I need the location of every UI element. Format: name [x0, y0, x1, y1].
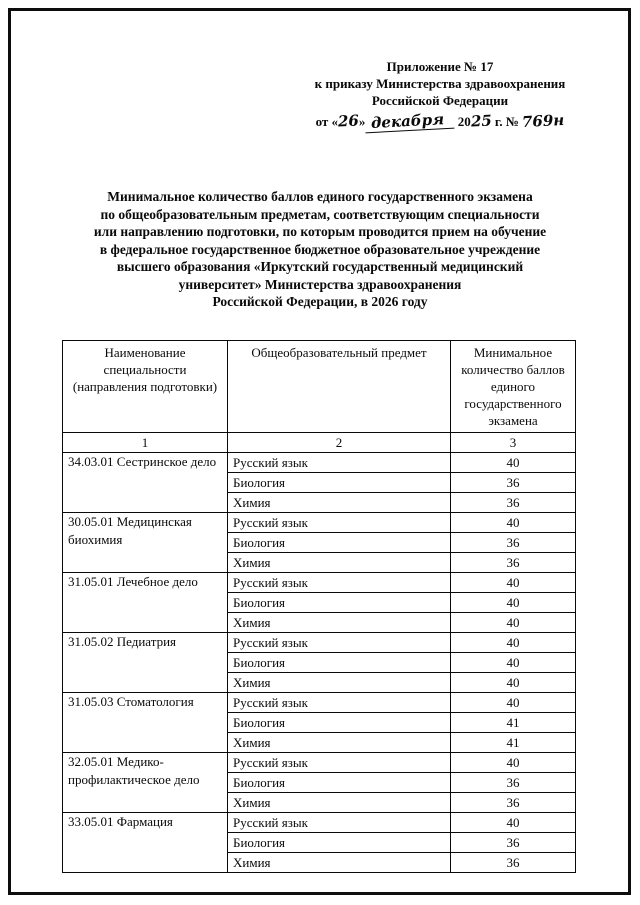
- subject-cell: Биология: [228, 773, 451, 793]
- column-numbers-row: [63, 433, 576, 453]
- subject-cell: Русский язык: [228, 813, 451, 833]
- title-line: по общеобразовательным предметам, соответствующим специальности: [100, 206, 540, 222]
- score-cell: 41: [451, 713, 576, 733]
- score-cell: 40: [451, 693, 576, 713]
- handwritten-month: декабря: [365, 111, 455, 134]
- subject-cell: Русский язык: [228, 753, 451, 773]
- appendix-federation-line: Российской Федерации: [371, 93, 509, 108]
- score-cell: 40: [451, 813, 576, 833]
- subject-cell: Химия: [228, 553, 451, 573]
- score-cell: 40: [451, 593, 576, 613]
- column-number: 3: [451, 433, 576, 453]
- table-row: [63, 513, 576, 533]
- column-number: 1: [63, 433, 228, 453]
- score-cell: 40: [451, 513, 576, 533]
- handwritten-order-number: 769н: [521, 110, 565, 132]
- score-cell: 36: [451, 793, 576, 813]
- specialty-cell: 33.05.01 Фармация: [63, 813, 228, 873]
- score-cell: 40: [451, 633, 576, 653]
- title-line: или направлению подготовки, по которым проводится прием на обучение: [93, 224, 547, 239]
- score-cell: 36: [451, 493, 576, 513]
- specialty-cell: 31.05.02 Педиатрия: [63, 633, 228, 693]
- score-cell: 40: [451, 753, 576, 773]
- table-row: [63, 633, 576, 653]
- header-specialty: Наименование специальности (направления подготовки): [63, 341, 228, 433]
- subject-cell: Химия: [228, 493, 451, 513]
- title-line: в федеральное государственное бюджетное образовательное учреждение: [99, 241, 541, 257]
- appendix-order-line: к приказу Министерства здравоохранения: [314, 76, 566, 91]
- score-cell: 36: [451, 533, 576, 553]
- specialty-cell: 34.03.01 Сестринское дело: [63, 453, 228, 513]
- score-cell: 40: [451, 453, 576, 473]
- appendix-number-line: Приложение № 17: [386, 59, 494, 74]
- title-line: Российской Федерации, в 2026 году: [212, 294, 428, 309]
- date-quote: »: [358, 114, 366, 129]
- table-header-row: [63, 341, 576, 433]
- subject-cell: Биология: [228, 473, 451, 493]
- title-line: университет» Министерства здравоохранения: [178, 276, 462, 292]
- table-row: [63, 813, 576, 833]
- subject-cell: Химия: [228, 673, 451, 693]
- subject-cell: Русский язык: [228, 453, 451, 473]
- title-line: Минимальное количество баллов единого государственного экзамена: [107, 189, 533, 204]
- table-row: [63, 753, 576, 773]
- subject-cell: Русский язык: [228, 513, 451, 533]
- subject-cell: Биология: [228, 833, 451, 853]
- table-row: [63, 573, 576, 593]
- score-cell: 40: [451, 673, 576, 693]
- handwritten-day: 26: [337, 111, 360, 131]
- date-prefix: от «: [315, 114, 339, 129]
- document-title: [36, 188, 604, 311]
- subject-cell: Химия: [228, 853, 451, 873]
- score-cell: 41: [451, 733, 576, 753]
- score-cell: 40: [451, 653, 576, 673]
- specialty-cell: 30.05.01 Медицинская биохимия: [63, 513, 228, 573]
- title-line: высшего образования «Иркутский государственный медицинский: [116, 259, 524, 274]
- scores-table: [62, 340, 576, 873]
- specialty-cell: 31.05.03 Стоматология: [63, 693, 228, 753]
- score-cell: 36: [451, 473, 576, 493]
- column-number: 2: [228, 433, 451, 453]
- subject-cell: Химия: [228, 793, 451, 813]
- subject-cell: Русский язык: [228, 633, 451, 653]
- subject-cell: Русский язык: [228, 573, 451, 593]
- subject-cell: Русский язык: [228, 693, 451, 713]
- subject-cell: Биология: [228, 653, 451, 673]
- subject-cell: Биология: [228, 713, 451, 733]
- order-date-line: [285, 110, 595, 133]
- score-cell: 36: [451, 773, 576, 793]
- handwritten-year: 25: [470, 111, 493, 131]
- score-cell: 36: [451, 553, 576, 573]
- specialty-cell: 31.05.01 Лечебное дело: [63, 573, 228, 633]
- table-row: [63, 693, 576, 713]
- table-row: [63, 453, 576, 473]
- score-cell: 36: [451, 853, 576, 873]
- subject-cell: Химия: [228, 733, 451, 753]
- subject-cell: Химия: [228, 613, 451, 633]
- appendix-block: [285, 58, 595, 131]
- date-year-suffix: г. №: [494, 114, 519, 129]
- scores-table-body: [63, 453, 576, 873]
- score-cell: 40: [451, 613, 576, 633]
- score-cell: 36: [451, 833, 576, 853]
- subject-cell: Биология: [228, 533, 451, 553]
- header-subject: Общеобразовательный предмет: [228, 341, 451, 433]
- score-cell: 40: [451, 573, 576, 593]
- date-year-typed: 20: [457, 114, 471, 129]
- specialty-cell: 32.05.01 Медико-профилактическое дело: [63, 753, 228, 813]
- subject-cell: Биология: [228, 593, 451, 613]
- header-score: Минимальное количество баллов единого государственного экзамена: [451, 341, 576, 433]
